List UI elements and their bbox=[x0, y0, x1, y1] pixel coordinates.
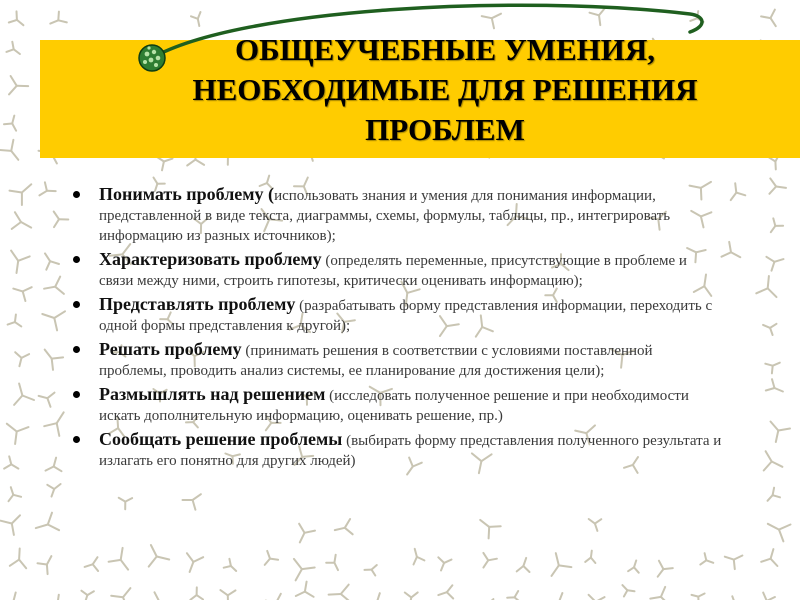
pattern-glyph bbox=[10, 184, 32, 205]
pattern-glyph bbox=[765, 363, 780, 374]
pattern-glyph bbox=[119, 498, 132, 510]
pattern-glyph bbox=[326, 555, 338, 570]
bullet-dot bbox=[73, 191, 80, 198]
pattern-glyph bbox=[8, 315, 22, 327]
pattern-glyph bbox=[405, 592, 418, 600]
pattern-glyph bbox=[763, 593, 775, 600]
pattern-glyph bbox=[438, 585, 453, 598]
pattern-glyph bbox=[39, 393, 55, 407]
pattern-glyph bbox=[589, 595, 605, 600]
pattern-glyph bbox=[329, 585, 351, 600]
pattern-glyph bbox=[13, 287, 31, 301]
pattern-glyph bbox=[700, 553, 713, 564]
pattern-glyph bbox=[111, 588, 130, 600]
pattern-glyph bbox=[483, 553, 497, 568]
pattern-glyph bbox=[1, 515, 20, 535]
bullet-item-represent bbox=[73, 294, 723, 336]
pattern-glyph bbox=[658, 561, 673, 577]
pattern-glyph bbox=[722, 242, 741, 257]
title-line-1: ОБЩЕУЧЕБНЫЕ УМЕНИЯ, bbox=[234, 32, 656, 67]
pattern-glyph bbox=[517, 558, 530, 572]
bullet-description: (разрабатывать форму представления информации, переходить с одной формы представления к другой); bbox=[99, 298, 713, 334]
bullet-description: (определять переменные, присутствующие в проблеме и связи между ними, строить гипотезы, критически оценивать информацию); bbox=[99, 253, 687, 289]
pattern-glyph bbox=[44, 412, 64, 436]
pattern-glyph bbox=[365, 593, 381, 600]
bullet-item-solve bbox=[73, 339, 723, 381]
pattern-glyph bbox=[42, 311, 65, 330]
bullet-dot bbox=[73, 301, 80, 308]
pattern-glyph bbox=[768, 488, 781, 501]
pattern-glyph bbox=[5, 593, 20, 600]
pattern-glyph bbox=[756, 276, 776, 297]
bullet-item-communicate bbox=[73, 429, 723, 471]
pattern-glyph bbox=[85, 557, 99, 571]
bullet-description: (исследовать полученное решение и при необходимости искать дополнительную информацию, оценивать решение, пр.) bbox=[99, 388, 689, 424]
pattern-glyph bbox=[38, 556, 52, 574]
pattern-glyph bbox=[296, 582, 314, 597]
pattern-glyph bbox=[548, 593, 562, 600]
pattern-glyph bbox=[183, 494, 201, 510]
pattern-glyph bbox=[585, 551, 595, 563]
pattern-glyph bbox=[768, 524, 791, 542]
pattern-glyph bbox=[265, 551, 278, 565]
pattern-glyph bbox=[761, 549, 777, 566]
title-line-3: ПРОБЛЕМ bbox=[365, 112, 525, 147]
pattern-glyph bbox=[552, 553, 572, 576]
bullet-item-reflect bbox=[73, 384, 723, 426]
pattern-glyph bbox=[224, 559, 237, 571]
bullet-description: (выбирать форму представления полученного результата и излагать его понятно для других людей) bbox=[99, 433, 722, 469]
pattern-glyph bbox=[414, 549, 425, 565]
bullet-heading: Характеризовать проблему bbox=[99, 249, 322, 269]
bullet-heading: Решать проблему bbox=[99, 339, 242, 359]
pattern-glyph bbox=[650, 587, 668, 600]
bullet-list bbox=[73, 184, 723, 474]
pattern-glyph bbox=[9, 487, 22, 501]
pattern-glyph bbox=[149, 545, 170, 567]
pattern-glyph bbox=[725, 556, 743, 570]
pattern-glyph bbox=[11, 251, 30, 273]
pattern-glyph bbox=[589, 519, 602, 531]
pattern-glyph bbox=[365, 565, 377, 576]
pattern-glyph bbox=[48, 595, 61, 600]
pattern-glyph bbox=[151, 592, 170, 600]
pattern-glyph bbox=[507, 591, 520, 600]
pattern-glyph bbox=[36, 513, 59, 531]
pattern-glyph bbox=[335, 519, 353, 534]
pattern-glyph bbox=[766, 379, 783, 391]
pattern-glyph bbox=[480, 520, 501, 539]
pattern-glyph bbox=[628, 561, 639, 573]
pattern-glyph bbox=[15, 352, 29, 366]
pattern-glyph bbox=[81, 591, 94, 600]
pattern-glyph bbox=[763, 324, 776, 335]
slide-title bbox=[150, 30, 740, 150]
pattern-glyph bbox=[730, 596, 741, 600]
bullet-dot bbox=[73, 256, 80, 263]
pattern-glyph bbox=[187, 553, 203, 572]
pattern-glyph bbox=[47, 484, 60, 497]
pattern-glyph bbox=[12, 212, 32, 229]
pattern-glyph bbox=[769, 178, 786, 193]
pattern-glyph bbox=[771, 422, 791, 443]
bullet-dot bbox=[73, 346, 80, 353]
title-line-2: НЕОБХОДИМЫЕ ДЛЯ РЕШЕНИЯ bbox=[192, 72, 698, 107]
pattern-glyph bbox=[7, 424, 29, 444]
pattern-glyph bbox=[4, 456, 18, 468]
pattern-glyph bbox=[45, 253, 59, 269]
pattern-glyph bbox=[46, 458, 62, 472]
pattern-glyph bbox=[764, 451, 783, 470]
bullet-item-understand bbox=[73, 184, 723, 246]
pattern-glyph bbox=[299, 524, 315, 543]
bullet-heading: Размышлять над решением bbox=[99, 384, 326, 404]
pattern-glyph bbox=[10, 549, 26, 569]
bullet-heading: Сообщать решение проблемы bbox=[99, 429, 343, 449]
bullet-heading: Понимать проблему ( bbox=[99, 184, 275, 204]
bullet-description: (принимать решения в соответствии с условиями поставленной проблемы, проводить анализ системы, ее планирование для достижения цели); bbox=[99, 343, 653, 379]
bullet-description: использовать знания и умения для понимания информации, представленной в виде текста, диаграммы, схемы, формулы, таблицы, пр., интегрировать информацию из разных источников); bbox=[99, 188, 671, 244]
pattern-glyph bbox=[220, 590, 235, 600]
pattern-glyph bbox=[622, 585, 634, 596]
bullet-dot bbox=[73, 391, 80, 398]
pattern-glyph bbox=[14, 384, 34, 405]
pattern-glyph bbox=[39, 182, 55, 195]
pattern-glyph bbox=[731, 183, 746, 200]
pattern-glyph bbox=[266, 594, 281, 600]
pattern-glyph bbox=[44, 277, 64, 294]
pattern-glyph bbox=[766, 257, 783, 271]
bullet-heading: Представлять проблему bbox=[99, 294, 296, 314]
pattern-glyph bbox=[54, 212, 69, 228]
pattern-glyph bbox=[438, 557, 451, 570]
pattern-glyph bbox=[294, 559, 315, 581]
bullet-dot bbox=[73, 436, 80, 443]
pattern-glyph bbox=[190, 587, 203, 599]
pattern-glyph bbox=[45, 350, 63, 370]
bullet-item-characterize bbox=[73, 249, 723, 291]
pattern-glyph bbox=[109, 548, 129, 570]
pattern-glyph bbox=[771, 218, 783, 232]
pattern-glyph bbox=[692, 594, 705, 600]
